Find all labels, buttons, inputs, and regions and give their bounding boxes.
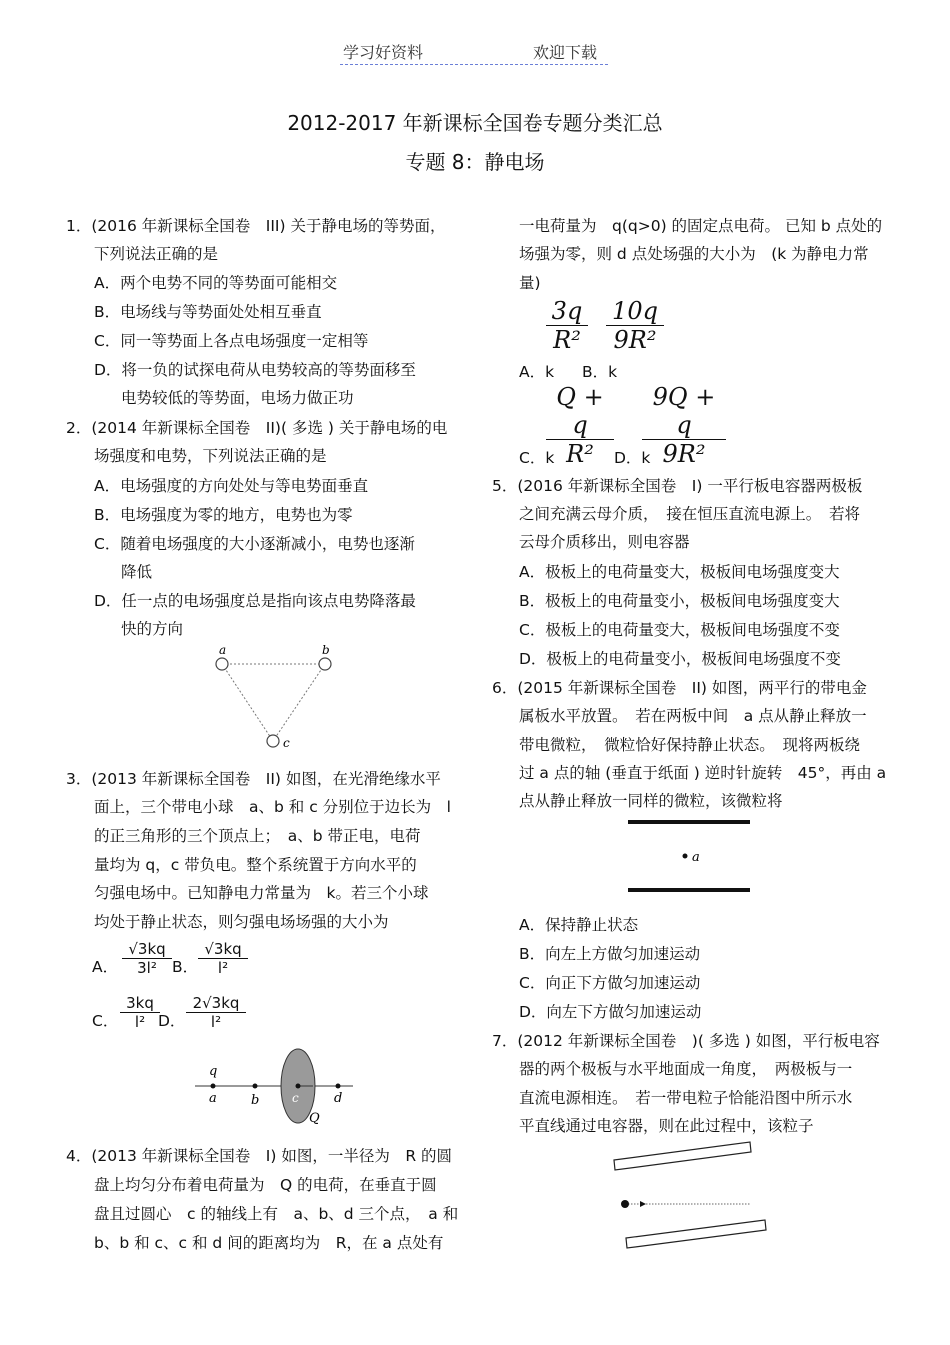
label-disk-a: a	[209, 1091, 217, 1106]
q5-option-c: C．极板上的电荷量变大，极板间电场强度不变	[519, 621, 840, 639]
q3-option-d-label: D．	[158, 1012, 186, 1030]
label-c: c	[283, 736, 290, 750]
q6-option-b: B．向左上方做匀加速运动	[519, 945, 701, 963]
q6-option-d: D．向左下方做匀加速运动	[519, 1003, 702, 1021]
q6-stem-line4: 过 a 点的轴 (垂直于纸面 ) 逆时针旋转 45°，再由 a	[519, 764, 887, 782]
page-subtitle: 专题 8：静电场	[405, 150, 545, 174]
q1-option-b: B．电场线与等势面处处相互垂直	[94, 303, 322, 321]
triangle-side-bc	[273, 664, 325, 741]
q3-d-numerator: 2√3kq	[186, 994, 246, 1013]
q4-b-numerator: 10q	[606, 297, 664, 326]
q3-d-denominator: l²	[210, 1013, 222, 1031]
q3-option-a-fraction	[122, 940, 172, 977]
page-title: 2012-2017 年新课标全国卷专题分类汇总	[287, 111, 663, 135]
q4-option-b-label: B．k	[582, 363, 618, 381]
q1-option-d-line1: D．将一负的试探电荷从电势较高的等势面移至	[94, 361, 416, 379]
label-q: q	[209, 1064, 218, 1079]
q4-option-d-label: D．k	[614, 449, 651, 467]
q2-stem-line2: 场强度和电势，下列说法正确的是	[94, 447, 327, 465]
upper-tilted-plate	[614, 1142, 751, 1170]
q3-option-a-label: A．	[92, 958, 119, 976]
q4-option-a-label: A．k	[519, 363, 555, 381]
q4-stem-line3: 盘且过圆心 c 的轴线上有 a、b、d 三个点， a 和	[94, 1205, 459, 1223]
q1-option-c: C．同一等势面上各点电场强度一定相等	[94, 332, 369, 350]
q3-stem-line3: 的正三角形的三个顶点上； a、b 带正电，电荷	[94, 827, 421, 845]
q4-b-denominator: 9R²	[613, 326, 657, 354]
q3-b-numerator: √3kq	[198, 940, 248, 959]
charge-a-circle	[216, 658, 228, 670]
header-left: 学习好资料	[343, 43, 424, 62]
q4-stem-line5: 一电荷量为 q(q>0) 的固定点电荷。 已知 b 点处的	[519, 217, 883, 235]
q4-option-a-fraction	[546, 297, 588, 354]
tilted-capacitor-figure	[610, 1140, 775, 1265]
q5-option-d: D．极板上的电荷量变小，极板间电场强度不变	[519, 650, 841, 668]
q3-stem-line4: 量均为 q，c 带负电。整个系统置于方向水平的	[94, 856, 417, 874]
q3-stem-line6: 均处于静止状态，则匀强电场场强的大小为	[94, 913, 389, 931]
q3-a-denominator: 3l²	[137, 959, 157, 977]
q3-c-denominator: l²	[134, 1013, 146, 1031]
path-arrowhead	[640, 1201, 646, 1207]
q2-option-d-line2: 快的方向	[121, 620, 184, 638]
header-divider	[340, 64, 608, 65]
q7-stem-line4: 平直线通过电容器，则在此过程中，该粒子	[519, 1117, 814, 1135]
q4-stem-line6: 场强为零，则 d 点处场强的大小为 (k 为静电力常	[519, 245, 869, 263]
charged-particle	[621, 1200, 629, 1208]
label-disk-d: d	[334, 1091, 343, 1106]
q2-option-d-line1: D．任一点的电场强度总是指向该点电势降落最	[94, 592, 416, 610]
q4-option-b-fraction	[606, 297, 664, 354]
charge-b-circle	[319, 658, 331, 670]
q6-stem-line2: 属板水平放置。 若在两板中间 a 点从静止释放一	[519, 707, 867, 725]
q4-d-numerator: 9Q + q	[642, 383, 726, 440]
label-disk-b: b	[251, 1093, 260, 1108]
q3-option-b-label: B．	[172, 958, 199, 976]
label-disk-Q: Q	[309, 1111, 320, 1126]
label-disk-c: c	[292, 1091, 299, 1105]
q5-option-b: B．极板上的电荷量变小，极板间电场强度变大	[519, 592, 840, 610]
q2-option-a: A．电场强度的方向处处与等电势面垂直	[94, 477, 369, 495]
q7-stem-line2: 器的两个极板与水平地面成一角度， 两极板与一	[519, 1060, 853, 1078]
lower-tilted-plate	[626, 1220, 766, 1248]
point-d	[336, 1084, 341, 1089]
q3-stem-line1: 3．(2013 年新课标全国卷 II) 如图，在光滑绝缘水平	[66, 770, 441, 788]
disk-figure	[195, 1048, 365, 1128]
q3-a-numerator: √3kq	[122, 940, 172, 959]
q6-stem-line5: 点从静止释放一同样的微粒，该微粒将	[519, 792, 783, 810]
q4-a-numerator: 3q	[546, 297, 588, 326]
q1-option-d-line2: 电势较低的等势面，电场力做正功	[121, 389, 354, 407]
label-a: a	[219, 643, 227, 657]
q3-option-d-fraction	[186, 994, 246, 1031]
q6-option-a: A．保持静止状态	[519, 916, 639, 934]
q1-option-a: A．两个电势不同的等势面可能相交	[94, 274, 338, 292]
q7-stem-line3: 直流电源相连。 若一带电粒子恰能沿图中所示水	[519, 1089, 853, 1107]
label-b: b	[322, 643, 330, 657]
q4-a-denominator: R²	[553, 326, 581, 354]
q6-stem-line3: 带电微粒， 微粒恰好保持静止状态。 现将两板绕	[519, 736, 861, 754]
q5-stem-line1: 5．(2016 年新课标全国卷 I) 一平行板电容器两极板	[492, 477, 863, 495]
lower-plate	[628, 888, 750, 892]
point-b	[253, 1084, 258, 1089]
particle-a	[683, 854, 688, 859]
q7-stem-line1: 7．(2012 年新课标全国卷 )( 多选 ) 如图，平行板电容	[492, 1032, 880, 1050]
q5-stem-line3: 云母介质移出，则电容器	[519, 533, 690, 551]
label-plate-a: a	[692, 850, 700, 865]
q3-b-denominator: l²	[217, 959, 229, 977]
point-a	[211, 1084, 216, 1089]
header-right: 欢迎下载	[533, 43, 598, 62]
q4-option-c-label: C．k	[519, 449, 555, 467]
q3-option-c-label: C．	[92, 1012, 119, 1030]
parallel-plates-figure	[626, 818, 754, 896]
q3-option-c-fraction	[120, 994, 160, 1031]
q3-option-b-fraction	[198, 940, 248, 977]
charge-c-circle	[267, 735, 279, 747]
q2-option-c-line2: 降低	[121, 563, 153, 581]
q4-stem-line7: 量)	[519, 274, 541, 292]
q4-c-denominator: R²	[566, 440, 594, 468]
q4-c-numerator: Q + q	[546, 383, 614, 440]
q4-option-c-fraction	[546, 383, 614, 468]
q3-stem-line5: 匀强电场中。已知静电力常量为 k。若三个小球	[94, 884, 429, 902]
q4-option-d-fraction	[642, 383, 726, 468]
q5-stem-line2: 之间充满云母介质， 接在恒压直流电源上。 若将	[519, 505, 861, 523]
triangle-side-ac	[222, 664, 273, 741]
q4-stem-line2: 盘上均匀分布着电荷量为 Q 的电荷，在垂直于圆	[94, 1176, 437, 1194]
q6-stem-line1: 6．(2015 年新课标全国卷 II) 如图，两平行的带电金	[492, 679, 867, 697]
q1-stem-line2: 下列说法正确的是	[94, 245, 219, 263]
q3-c-numerator: 3kq	[120, 994, 160, 1013]
q4-d-denominator: 9R²	[662, 440, 706, 468]
point-c	[296, 1084, 301, 1089]
q4-stem-line1: 4．(2013 年新课标全国卷 I) 如图，一半径为 R 的圆	[66, 1147, 453, 1165]
q5-option-a: A．极板上的电荷量变大，极板间电场强度变大	[519, 563, 840, 581]
q6-option-c: C．向正下方做匀加速运动	[519, 974, 701, 992]
q3-stem-line2: 面上，三个带电小球 a、b 和 c 分别位于边长为 l	[94, 798, 451, 816]
q2-stem-line1: 2．(2014 年新课标全国卷 II)( 多选 ) 关于静电场的电	[66, 419, 448, 437]
q2-option-c-line1: C．随着电场强度的大小逐渐减小，电势也逐渐	[94, 535, 415, 553]
upper-plate	[628, 820, 750, 824]
q4-stem-line4: b、b 和 c、c 和 d 间的距离均为 R，在 a 点处有	[94, 1234, 444, 1252]
q2-option-b: B．电场强度为零的地方，电势也为零	[94, 506, 353, 524]
triangle-figure	[200, 640, 350, 755]
q1-stem-line1: 1．(2016 年新课标全国卷 III) 关于静电场的等势面，	[66, 217, 446, 235]
